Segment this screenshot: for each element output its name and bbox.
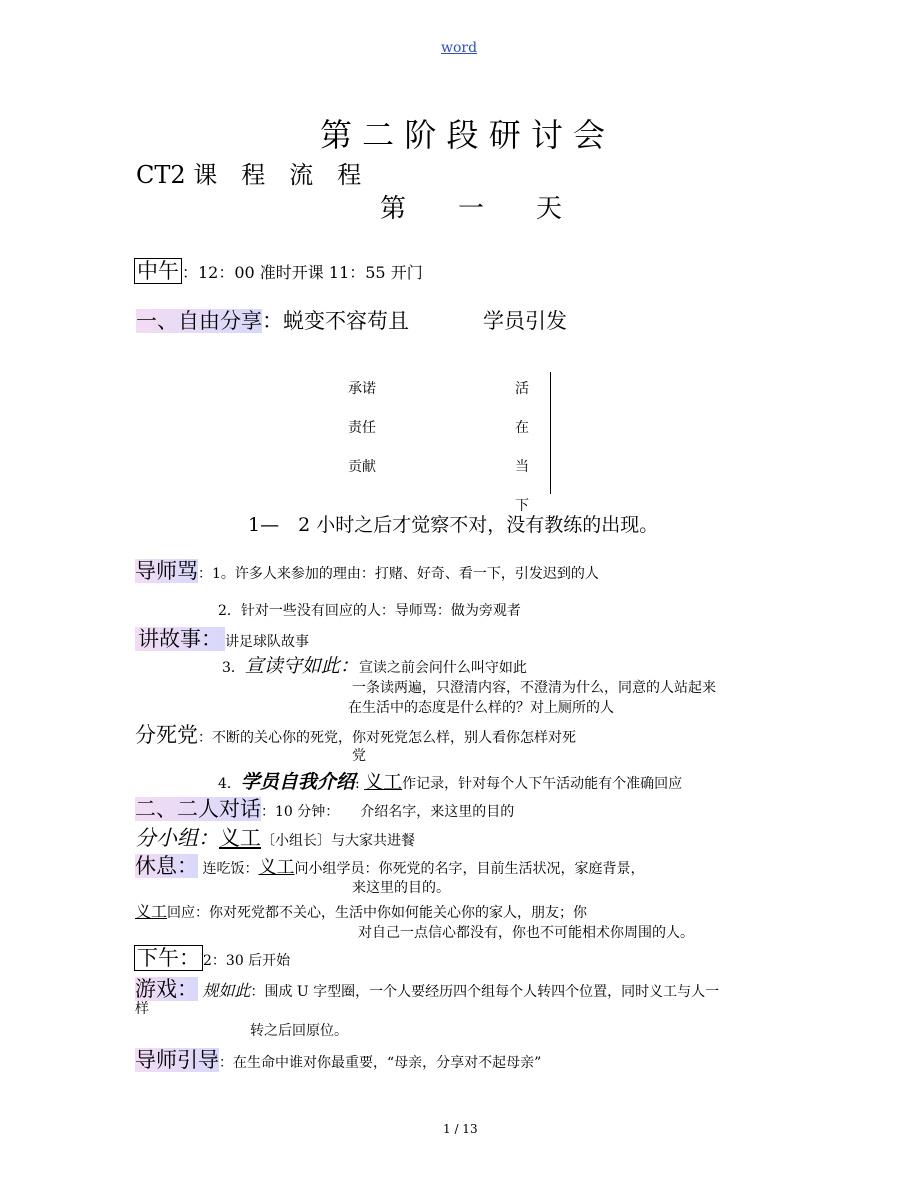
diagram-item: 承诺 (348, 381, 376, 397)
teacher-scold: 导师骂：1。许多人来参加的理由：打赌、好奇、看一下，引发迟到的人 (135, 559, 599, 583)
game-line-2: 样 (135, 1001, 149, 1017)
group-line: 分小组：义工〔小组长〕与大家共进餐 (135, 826, 415, 850)
day-heading: 第 一 天 (380, 194, 563, 224)
afternoon-line: 下午： 2：30 后开始 (134, 942, 290, 972)
read-line: 3．宣读守如此：宣读之前会问什么叫守如此 (222, 655, 527, 677)
rest-line: 休息： 连吃饭：义工问小组学员：你死党的名字，目前生活状况，家庭背景， (135, 854, 645, 878)
reply-line-2: 对自己一点信心都没有，你也不可能相术你周围的人。 (358, 925, 694, 941)
section-1: 一、自由分享：蜕变不容苟且 学员引发 (136, 309, 567, 333)
page-number: 1 / 13 (443, 1122, 478, 1136)
diagram-item: 下 (515, 498, 529, 514)
story-line: 讲故事： 讲足球队故事 (135, 623, 309, 653)
game-line: 游戏： 规如此：围成 U 字型圈，一个人要经历四个组每个人转四个位置，同时义工与人一 (135, 977, 720, 1001)
diagram-left (348, 370, 376, 487)
teacher-scold-2: 2．针对一些没有回应的人：导师骂：做为旁观者 (218, 603, 521, 619)
read-line-3: 在生活中的态度是什么样的？对上厕所的人 (348, 700, 614, 716)
game-line-3: 转之后回原位。 (250, 1023, 348, 1039)
diagram-item: 在 (515, 420, 529, 436)
dead-line: 分死党：不断的关心你的死党，你对死党怎么样，别人看你怎样对死 (135, 723, 576, 747)
dead-line-2: 党 (352, 748, 366, 764)
subtitle: CT2 课 程 流 程 (136, 161, 362, 189)
guide-line: 导师引导：在生命中谁对你最重要，“母亲，分享对不起母亲” (135, 1048, 542, 1072)
document-title: 第 二 阶 段 研 讨 会 (320, 116, 606, 154)
diagram-item: 活 (515, 381, 529, 397)
reply-line: 义工回应：你对死党都不关心，生活中你如何能关心你的家人，朋友；你 (135, 902, 588, 921)
diagram-right (515, 370, 529, 526)
diagram-divider (550, 372, 551, 494)
read-line-2: 一条读两遍，只澄清内容，不澄清为什么，同意的人站起来 (352, 680, 716, 696)
diagram-item: 当 (515, 459, 529, 475)
noon-line: 中午 ：12：00 准时开课 11：55 开门 (134, 255, 423, 285)
rest-line-2: 来这里的目的。 (352, 880, 450, 896)
diagram-item: 责任 (348, 420, 376, 436)
note-line: 1— 2 小时之后才觉察不对，没有教练的出现。 (248, 514, 659, 536)
header-word-link[interactable]: word (441, 40, 478, 56)
section-2: 二、二人对话：10 分钟： 介绍名字，来这里的目的 (135, 797, 515, 821)
intro-line: 4．学员自我介绍: 义工作记录，针对每个人下午活动能有个准确回应 (218, 771, 683, 793)
diagram-item: 贡献 (348, 459, 376, 475)
